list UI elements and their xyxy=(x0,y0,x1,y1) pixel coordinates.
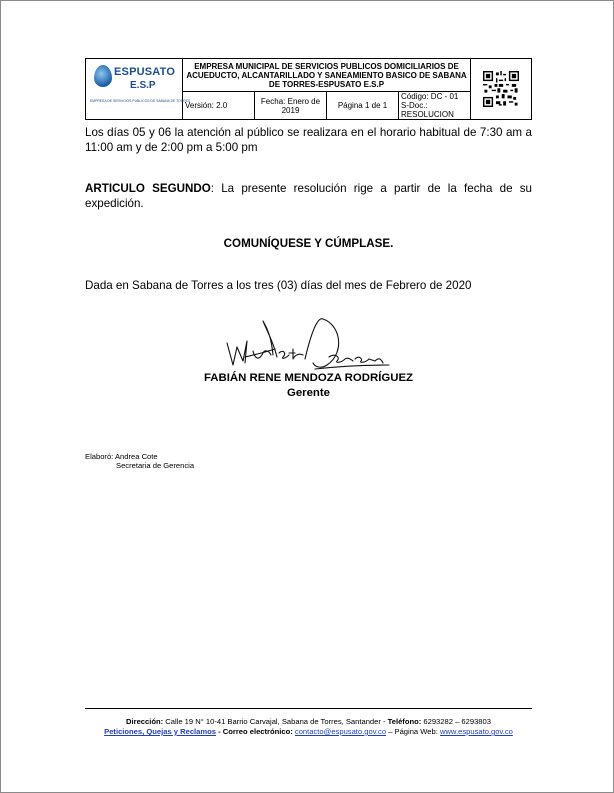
address-text: Calle 19 N° 10-41 Barrio Carvajal, Sabana de Torres, Santander - xyxy=(163,717,388,726)
logo xyxy=(86,59,191,120)
comuniquese-heading: COMUNÍQUESE Y CÚMPLASE. xyxy=(223,237,394,250)
article-text: : La presente resolución rige a partir de la fecha de su expedición. xyxy=(85,182,532,210)
footer-divider xyxy=(85,708,532,709)
footer-contacts xyxy=(85,727,532,737)
date-cell: Fecha: Enero de 2019 xyxy=(255,92,327,120)
elaboro-role: Secretaria de Gerencia xyxy=(116,461,195,470)
version-cell: Versión: 2.0 xyxy=(183,92,255,120)
signer-name: FABIÁN RENE MENDOZA RODRÍGUEZ xyxy=(203,372,414,384)
web-label: – Página Web: xyxy=(386,727,440,736)
signer-role: Gerente xyxy=(286,387,331,399)
sdoc-label: S-Doc.: RESOLUCION xyxy=(401,101,454,119)
website-link[interactable]: www.espusato.gov.co xyxy=(439,727,513,736)
email-link[interactable]: contacto@espusato.gov.co xyxy=(294,727,387,736)
qr-code xyxy=(471,59,532,120)
address-label: Dirección: xyxy=(126,717,164,726)
logo-name: ESPUSATO xyxy=(114,66,176,78)
paragraph-article-second xyxy=(85,181,532,211)
logo-tagline: EMPRESA DE SERVICIOS PUBLICOS DE SABANA DE TORRES xyxy=(90,99,191,103)
code-label: Código: DC - 01 xyxy=(401,92,459,101)
footer-address xyxy=(85,717,532,727)
email-label: - Correo electrónico: xyxy=(216,727,295,736)
paragraph-date-place: Dada en Sabana de Torres a los tres (03) días del mes de Febrero de 2020 xyxy=(85,279,472,292)
logo-sub: E.S.P xyxy=(130,80,156,91)
company-title: EMPRESA MUNICIPAL DE SERVICIOS PUBLICOS DOMICILIARIOS DE ACUEDUCTO, ALCANTARILLADO Y SANEAMIENTO BASICO DE SABANA DE TORRES-ESPUSATO E.S.P xyxy=(183,59,471,92)
paragraph-schedule: Los días 05 y 06 la atención al público se realizara en el horario habitual de 7:30 am a 11:00 am y de 2:00 pm a 5:00 pm xyxy=(85,126,532,154)
article-label: ARTICULO SEGUNDO xyxy=(85,182,211,195)
code-cell xyxy=(399,92,471,120)
document-header-table xyxy=(85,58,532,120)
elaboro-label: Elaboró: Andrea Cote xyxy=(85,452,158,461)
page-cell: Página 1 de 1 xyxy=(327,92,399,120)
handwritten-signature xyxy=(223,313,393,375)
phone-text: 6293282 – 6293803 xyxy=(421,717,491,726)
pqr-link[interactable]: Peticiones, Quejas y Reclamos xyxy=(104,727,216,736)
phone-label: Teléfono: xyxy=(387,717,422,726)
qr-code-icon xyxy=(483,71,519,107)
water-drop-icon xyxy=(94,65,112,87)
